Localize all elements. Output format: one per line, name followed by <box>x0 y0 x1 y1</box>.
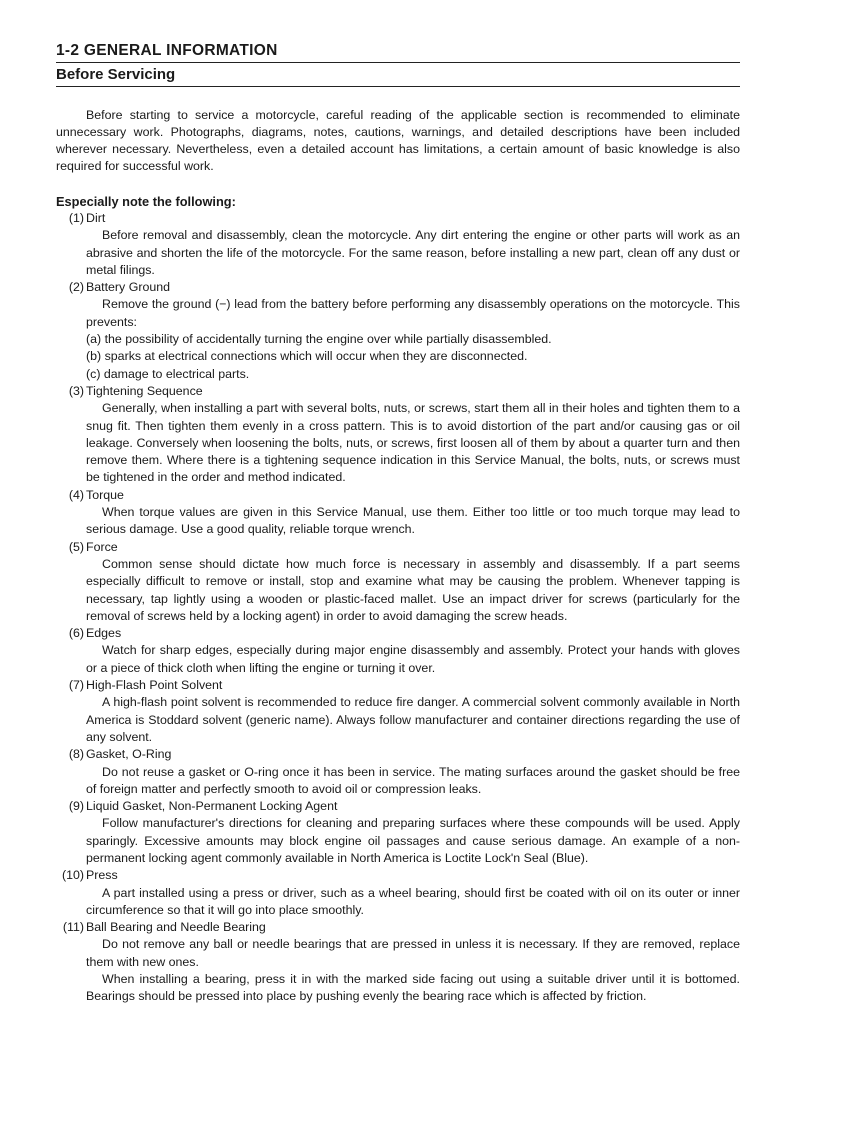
item-title: Force <box>86 539 118 554</box>
item-paragraph: Common sense should dictate how much force is necessary in assembly and disassembly. If a part seems especially difficult to remove or install, stop and examine what may be causing the problem. Whenever tapping is necessary, tap lightly using a wooden or plastic-faced mallet. Use an impact driver for screws (particularly for the removal of screws held by a locking agent) in order to avoid damaging the screw heads. <box>86 556 740 623</box>
item-paragraph: Do not reuse a gasket or O-ring once it has been in service. The mating surfaces around the gasket should be free of foreign matter and perfectly smooth to avoid oil or compression leaks. <box>86 764 740 796</box>
item-paragraph: Before removal and disassembly, clean the motorcycle. Any dirt entering the engine or other parts will work as an abrasive and shorten the life of the motorcycle. For the same reason, before installing a new part, clean off any dust or metal filings. <box>86 228 740 277</box>
item-paragraph: A part installed using a press or driver, such as a wheel bearing, should first be coated with oil on its outer or inner circumference so that it will go into place smoothly. <box>86 885 740 917</box>
item-number: (5) <box>68 539 84 554</box>
notes-list <box>56 210 740 1006</box>
item-number: (1) <box>68 211 84 225</box>
item-paragraph: A high-flash point solvent is recommended to reduce fire danger. A commercial solvent commonly available in North America is Stoddard solvent (generic name). Always follow manufacturer and container directions regarding the use of any solvent. <box>86 695 740 744</box>
item-title: Ball Bearing and Needle Bearing <box>86 920 266 935</box>
item-paragraph: Follow manufacturer's directions for cleaning and preparing surfaces where these compounds will be used. Apply sparingly. Excessive amounts may block engine oil passages and cause serious damage. An example of a non-permanent locking agent commonly available in North America is Loctite Lock'n Seal (Blue). <box>86 816 740 865</box>
list-lead-heading: Especially note the following: <box>56 194 236 209</box>
item-number: (2) <box>68 280 84 295</box>
item-paragraph: Generally, when installing a part with several bolts, nuts, or screws, start them all in their holes and tighten them to a snug fit. Then tighten them evenly in a cross pattern. This is to avoid distortion of the part and/or causing gas or oil leakage. Conversely when loosening the bolts, nuts, or screws, first loosen all of them by about a quarter turn and then remove them. Where there is a tightening sequence indication in this Service Manual, the bolts, nuts, or screws must be tightened in the order and method indicated. <box>86 401 740 485</box>
list-item <box>56 279 740 383</box>
item-number: (3) <box>68 383 84 398</box>
list-item <box>56 867 740 919</box>
list-item <box>56 539 740 625</box>
item-title: High-Flash Point Solvent <box>86 678 223 693</box>
item-number: (7) <box>68 678 84 693</box>
section-title: Before Servicing <box>56 66 740 87</box>
item-number: (8) <box>68 747 84 762</box>
item-number: (6) <box>68 626 84 641</box>
chapter-title: 1-2 GENERAL INFORMATION <box>56 42 740 63</box>
manual-page <box>56 42 740 1006</box>
list-item <box>56 919 740 1005</box>
list-item <box>56 746 740 798</box>
item-title: Battery Ground <box>86 280 171 295</box>
item-title: Gasket, O-Ring <box>86 747 172 762</box>
item-subpoint: (c) damage to electrical parts. <box>86 366 250 381</box>
list-item <box>56 625 740 677</box>
item-paragraph: When installing a bearing, press it in with the marked side facing out using a suitable driver until it is bottomed. Bearings should be pressed into place by pushing evenly the bearing race which is affected by friction. <box>86 972 740 1004</box>
list-item <box>56 677 740 746</box>
list-item <box>56 383 740 487</box>
item-title: Press <box>86 868 118 883</box>
item-title: Edges <box>86 626 122 641</box>
intro-paragraph: Before starting to service a motorcycle, careful reading of the applicable section is recommended to eliminate unnecessary work. Photographs, diagrams, notes, cautions, warnings, and detailed descriptions have been included wherever necessary. Nevertheless, even a detailed account has limitations, a certain amount of basic knowledge is also required for successful work. <box>56 108 740 173</box>
item-number: (11) <box>62 920 84 935</box>
list-item <box>56 487 740 539</box>
item-paragraph: Do not remove any ball or needle bearings that are pressed in unless it is necessary. If they are removed, replace them with new ones. <box>86 937 740 969</box>
item-number: (9) <box>68 799 84 814</box>
list-item <box>56 210 740 279</box>
item-title: Dirt <box>86 211 106 225</box>
item-title: Tightening Sequence <box>86 383 203 398</box>
item-number: (10) <box>61 868 84 883</box>
item-subpoint: (a) the possibility of accidentally turning the engine over while partially disassembled. <box>86 332 552 347</box>
item-paragraph: Remove the ground (−) lead from the battery before performing any disassembly operations on the motorcycle. This prevents: <box>86 297 740 329</box>
list-item <box>56 798 740 867</box>
item-title: Liquid Gasket, Non-Permanent Locking Agent <box>86 799 338 814</box>
item-paragraph: Watch for sharp edges, especially during major engine disassembly and assembly. Protect your hands with gloves or a piece of thick cloth when lifting the engine or turning it over. <box>86 643 740 675</box>
item-title: Torque <box>86 487 124 502</box>
item-number: (4) <box>68 487 84 502</box>
item-paragraph: When torque values are given in this Service Manual, use them. Either too little or too much torque may lead to serious damage. Use a good quality, reliable torque wrench. <box>86 505 740 537</box>
item-subpoint: (b) sparks at electrical connections which will occur when they are disconnected. <box>86 349 528 364</box>
